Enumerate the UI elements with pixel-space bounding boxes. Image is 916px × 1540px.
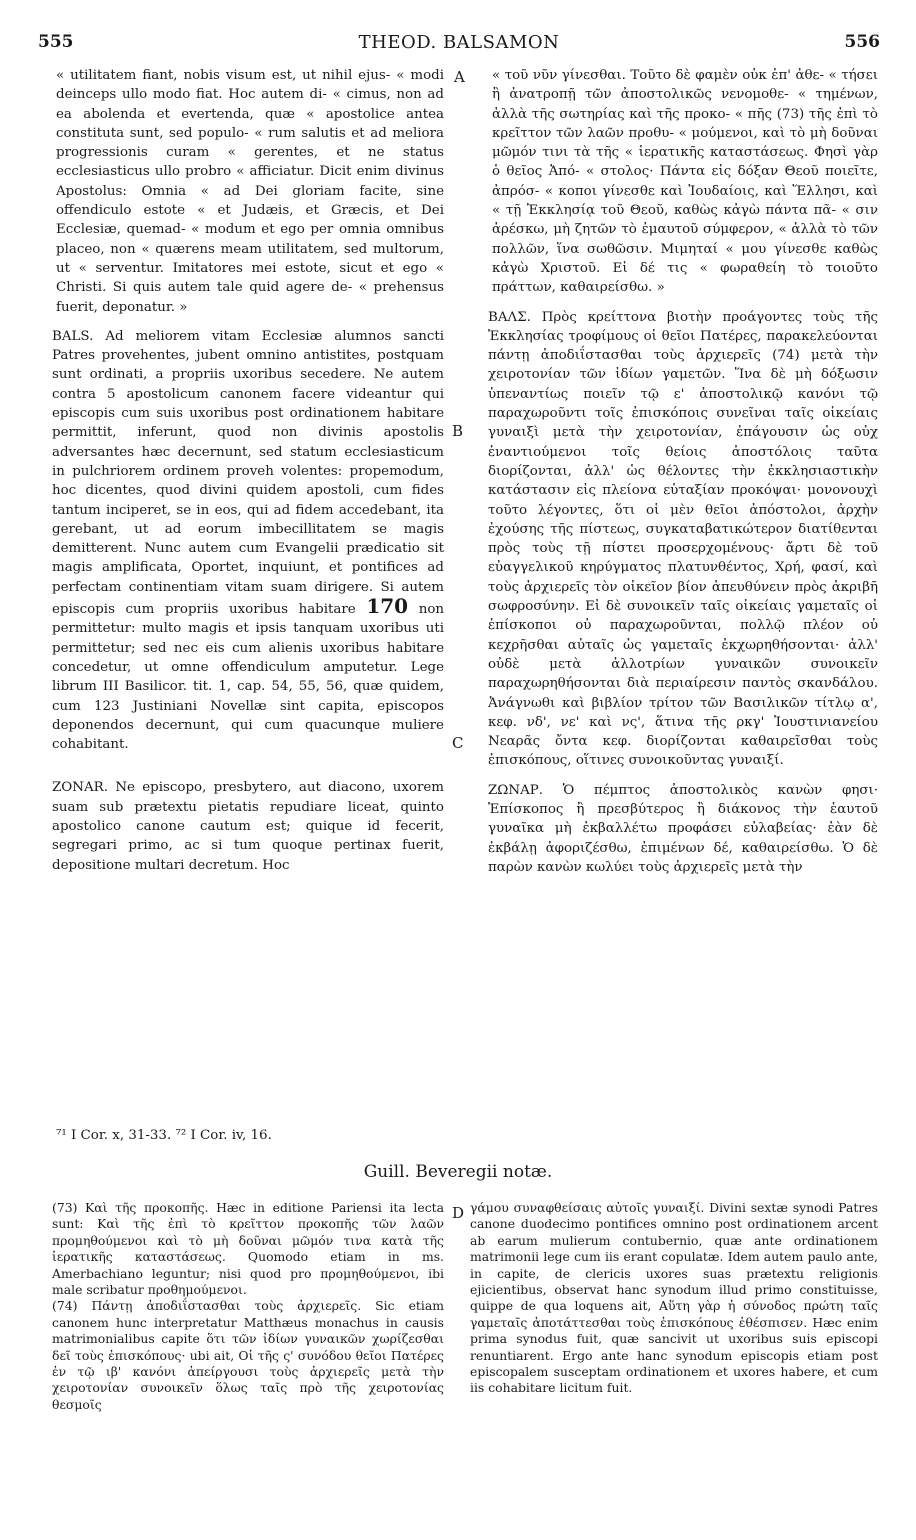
zonar-text: Ne episcopo, presbytero, aut diacono, uxorem suam sub prætextu pietatis repudiare liceat, quinto apostolico canone cautum est; quique id fecerit, segregari primo, ac si tum quoque pertinax fuerit, depositione multari decretum. Hoc bbox=[52, 780, 444, 873]
notes-left-column bbox=[52, 1200, 444, 1413]
bals-label: BALS. bbox=[52, 328, 94, 344]
page-number-right: 556 bbox=[844, 32, 880, 52]
bals-text-part2: non permittetur: multo magis et ipsis tanquam uxoribus uti permittetur; sed nec eis cum alienis uxoribus habitare concedetur, ut omne offendiculum amputetur. Lege librum III Basilicor. tit. 1, cap. 54, 55, 56, quæ quidem, cum 123 Justiniani Novellæ sint capita, episcopos deponendos decernunt, qui cum quacunque muliere cohabitant. bbox=[52, 602, 445, 753]
note-74: (74) Πάντῃ ἀποδιΐστασθαι τοὺς ἀρχιερεῖς. Sic etiam canonem hunc interpretatur Matthæus monachus in causis matrimonialibus capite ὅτι τῶν ἰδίων γυναικῶν χωρίζεσθαι δεῖ τοὺς ἐπισκόπους· ubi ait, Οἱ τῆς ς' συνόδου θεῖοι Πατέρες ἐν τῷ ιβ' κανόνι ἀπείργουσι τοὺς ἀρχιερεῖς μετὰ τὴν χειροτονίαν συνοικεῖν ὅλως ταῖς πρὸ τῆς χειροτονίας θεσμοῖς bbox=[52, 1298, 444, 1412]
page-number-left: 555 bbox=[38, 32, 74, 52]
notes-heading: Guill. Beveregii notæ. bbox=[363, 1162, 553, 1182]
note-73: (73) Καὶ τῆς προκοπῆς. Hæc in editione Pariensi ita lecta sunt: Καὶ τῆς ἐπὶ τὸ κρεῖττον προκοπῆς τῶν λαῶν προμηθούμενοι καὶ τὸ μὴ δοῦναι μῶμόν τινα κατὰ τῆς ἱερατικῆς καταστάσεως. Quomodo etiam in ms. Amerbachiano leguntur; nisi quod pro προμηθούμενοι, ibi male scribatur προθημούμενοι. bbox=[52, 1200, 444, 1298]
note-74-continued: γάμου συναφθείσαις αὐτοῖς γυναιξί. Divini sextæ synodi Patres canone duodecimo pontifices omnino post ordinationem arcent ab earum mulierum contubernio, quæ ante ordinationem matrimonii lege cum iis erant copulatæ. Idem autem paulo ante, in capite, de clericis uxores suas prætextu religionis ejicientibus, observat hanc synodum illud primo constituisse, quippe de qua loquens ait, Αὕτη γὰρ ἡ σύνοδος πρώτη ταῖς γαμεταῖς ἀποτάττεσθαι τοὺς ἐπισκόπους ἐθέσπισεν. Hæc enim prima synodus fuit, quæ sancivit ut uxoribus suis episcopi renuntiarent. Ergo ante hanc synodum episcopis etiam post episcopalem susceptam ordinationem et uxores habere, et cum iis cohabitare licitum fuit. bbox=[470, 1200, 878, 1396]
latin-canon-quote: « utilitatem fiant, nobis visum est, ut nihil ejus- « modi deinceps ullo modo fiat. Hoc autem di- « cimus, non ad ea abolenda et evertenda, quæ « apostolice antea constituta sunt, sed populo- « rum salutis et ad meliora progressionis curam « gerentes, et ne status ecclesiasticus ullo probro « afficiatur. Dicit enim divinus Apostolus: Omnia « ad Dei gloriam facite, sine offendiculo estote « et Judæis, et Græcis, et Dei Ecclesiæ, quemad- « modum et ego per omnia omnibus placeo, non « quærens meam utilitatem, sed multorum, ut « serventur. Imitatores mei estote, sicut et ego « Christi. Si quis autem tale quid agere de- « prehensus fuerit, deponatur. » bbox=[56, 68, 444, 315]
footnotes: ⁷¹ I Cor. x, 31-33. ⁷² I Cor. iv, 16. bbox=[56, 1128, 272, 1143]
bals-text-part1: Ad meliorem vitam Ecclesiæ alumnos sancti Patres provehentes, jubent omnino antistites, postquam sunt ordinati, a propriis uxoribus secedere. Ne autem contra 5 apostolicum canonem facere videantur qui episcopis cum suis uxoribus post ordinationem habitare permittit, inferunt, quod non divinis apostolis adversantes hæc decernunt, sed statum ecclesiasticum in pulchriorem ordinem proveh volentes: propemodum, hoc dicentes, quod divini quidem apostoli, cum fides tantum inciperet, se in eos, qui ad fidem accedebant, ita gerebant, ut ad eorum imbecillitatem se magis demitterent. Nunc autem cum Evangelii prædicatio sit magis amplificata, Oportet, inquiunt, et pontifices ad perfectam continentiam vitam suam dirigere. Si autem episcopis cum propriis uxoribus habitare bbox=[52, 328, 444, 618]
running-title: THEOD. BALSAMON bbox=[358, 32, 560, 53]
zonar-label: ZONAR. bbox=[52, 780, 109, 796]
greek-zonar-label: ΖΩΝΑΡ. bbox=[488, 782, 544, 798]
greek-balsamon-commentary bbox=[488, 308, 878, 771]
greek-bals-label: ΒΑΛΣ. bbox=[488, 309, 531, 325]
latin-zonaras-commentary bbox=[52, 778, 444, 874]
greek-zonar-text: Ὁ πέμπτος ἀποστολικὸς κανὼν φησι· Ἐπίσκοπος ἢ πρεσβύτερος ἢ διάκονος τὴν ἑαυτοῦ γυναῖκα μὴ ἐκβαλλέτω προφάσει εὐλαβείας· ἐὰν δὲ ἐκβάλῃ ἀφοριζέσθω, ἐπιμένων δέ, καθαιρείσθω. Ὁ δὲ παρὼν κανὼν κωλύει τοὺς ἀρχιερεῖς μετὰ τὴν bbox=[488, 782, 878, 875]
margin-marker-b: B bbox=[452, 422, 464, 440]
latin-column bbox=[52, 66, 444, 875]
notes-right-column bbox=[470, 1200, 878, 1397]
greek-column bbox=[488, 66, 878, 877]
margin-marker-a: A bbox=[454, 68, 465, 86]
greek-bals-text: Πρὸς κρείττονα βιοτὴν προάγοντες τοὺς τῆς Ἐκκλησίας τροφίμους οἱ θεῖοι Πατέρες, παρακελεύονται πάντῃ ἀποδιΐστασθαι τοὺς ἀρχιερεῖς (74) μετὰ τὴν χειροτονίαν τῶν ἰδίων γαμετῶν. Ἵνα δὲ μὴ δόξωσιν ὑπεναντίως ποιεῖν τῷ ε' ἀποστολικῷ κανόνι τῷ παραχωροῦντι τοῖς ἐπισκόποις συνεῖναι ταῖς οἰκείαις γυναιξὶ μετὰ τὴν χειροτονίαν, ἐπάγουσιν ὡς οὐχ ἐναντιούμενοι τοῖς θείοις ἀποστόλοις ταῦτα διορίζονται, ἀλλ' ὡς θέλοντες τὴν ἐκκλησιαστικὴν κατάστασιν εἰς πλείονα εὐταξίαν προκόψαι· μονονουχὶ τοῦτο λέγοντες, ὅτι οἱ μὲν θεῖοι ἀπόστολοι, ἀρχὴν ἐχούσης τῆς πίστεως, συγκαταβατικώτερον διατίθενται πρὸς τοὺς τῇ πίστει προσερχομένους· ἄρτι δὲ τοῦ εὐαγγελικοῦ κηρύγματος πλατυνθέντος, Χρή, φασί, καὶ τοὺς ἀρχιερεῖς τὸν οἰκεῖον βίον ἀπευθύνειν πρὸς ἀκριβῆ σωφροσύνην. Εἰ δὲ συνοικεῖν ταῖς οἰκείαις γαμεταῖς οἱ ἐπίσκοποι οὐ παραχωροῦνται, πολλῷ πλέον οὐ κεχρῆσθαι αὐταῖς ὡς γαμεταῖς ἐκχωρηθήσονται· ἀλλ' οὐδὲ μετὰ ἀλλοτρίων γυναικῶν συνοικεῖν παραχωρηθήσονται διὰ περιαίρεσιν παντὸς σκανδάλου. Ἀνάγνωθι καὶ βιβλίον τρίτον τῶν Βασιλικῶν τίτλῳ α', κεφ. νδ', νε' καὶ νς', ἅτινα τῆς ρκγ' Ἰουστινιανείου Νεαρᾶς ὄντα κεφ. διορίζονται καθαιρεῖσθαι τοὺς ἐπισκόπους, οἵτινες συνοικοῦντας γυναιξί. bbox=[488, 309, 878, 769]
margin-marker-c: C bbox=[452, 734, 464, 752]
greek-zonaras-commentary bbox=[488, 781, 878, 877]
running-header bbox=[38, 32, 880, 58]
latin-balsamon-commentary bbox=[52, 327, 444, 755]
column-number: 170 bbox=[366, 594, 409, 619]
margin-marker-d: D bbox=[452, 1204, 465, 1222]
greek-canon-quote: « τοῦ νῦν γίνεσθαι. Τοῦτο δὲ φαμὲν οὐκ ἐπ' ἀθε- « τήσει ἢ ἀνατροπῇ τῶν ἀποστολικῶς νενομοθε- « τημένων, ἀλλὰ τῆς σωτηρίας καὶ τῆς προκο- « πῆς (73) τῆς ἐπὶ τὸ κρεῖττον τῶν λαῶν προθυ- « μούμενοι, καὶ τὸ μὴ δοῦναι μῶμόν τινι τὰ τῆς « ἱερατικῆς καταστάσεως. Φησὶ γὰρ ὁ θεῖος Ἀπό- « στολος· Πάντα εἰς δόξαν Θεοῦ ποιεῖτε, ἀπρόσ- « κοποι γίνεσθε καὶ Ἰουδαίοις, καὶ Ἕλλησι, καὶ « τῇ Ἐκκλησίᾳ τοῦ Θεοῦ, καθὼς κἀγὼ πάντα πᾶ- « σιν ἀρέσκω, μὴ ζητῶν τὸ ἐμαυτοῦ σύμφερον, « ἀλλὰ τὸ τῶν πολλῶν, ἵνα σωθῶσιν. Μιμηταί « μου γίνεσθε καθὼς κἀγὼ Χριστοῦ. Εἰ δέ τις « φωραθείη τὸ τοιοῦτο πράττων, καθαιρείσθω. » bbox=[492, 68, 878, 296]
